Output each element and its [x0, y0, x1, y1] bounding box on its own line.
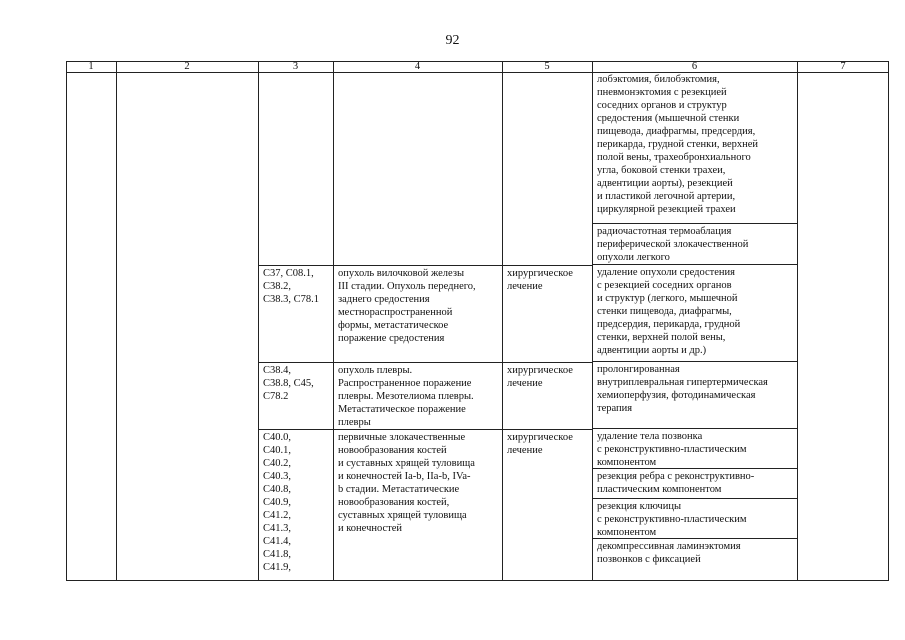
column-divider: [333, 61, 334, 581]
column-divider: [502, 61, 503, 581]
column-divider: [797, 61, 798, 581]
icd-codes-cell: C37, C08.1, C38.2, C38.3, C78.1: [263, 268, 320, 305]
row-divider: [258, 265, 592, 266]
disease-model-cell: опухоль вилочковой железы III стадии. Опухоль переднего, заднего средостения местнораспространенной формы, метастатическое поражение средостения: [338, 268, 476, 344]
disease-model-cell: опухоль плевры. Распространенное поражение плевры. Мезотелиома плевры. Метастатическое поражение плевры: [338, 365, 474, 428]
treatment-method-cell: радиочастотная термоаблация периферической злокачественной опухоли легкого: [597, 226, 749, 263]
disease-model-cell: первичные злокачественные новообразования костей и суставных хрящей туловища и конечностей Ia-b, IIa-b, IVa- b стадии. Метастатические новообразования костей, суставных хрящей туловища и конечностей: [338, 432, 475, 534]
table-frame: [66, 61, 889, 581]
column-header-5: 5: [544, 61, 550, 72]
subrow-divider: [592, 428, 797, 429]
subrow-divider: [592, 264, 797, 265]
treatment-method-cell: удаление тела позвонка с реконструктивно-пластическим компонентом: [597, 431, 747, 468]
header-row-divider: [66, 72, 889, 73]
subrow-divider: [592, 223, 797, 224]
column-header-6: 6: [691, 61, 698, 72]
column-divider: [592, 61, 593, 581]
column-header-4: 4: [414, 61, 421, 72]
icd-codes-cell: C38.4, C38.8, C45, C78.2: [263, 365, 314, 402]
page-number: 92: [445, 33, 460, 48]
subrow-divider: [592, 361, 797, 362]
column-header-1: 1: [88, 61, 94, 72]
treatment-type-cell: хирургическое лечение: [507, 432, 573, 456]
column-divider: [116, 61, 117, 581]
column-header-7: 7: [840, 61, 846, 72]
treatment-method-cell: декомпрессивная ламинэктомия позвонков с фиксацией: [597, 541, 741, 565]
column-header-2: 2: [184, 61, 190, 72]
row-divider: [258, 429, 592, 430]
treatment-method-cell: резекция ребра с реконструктивно- пластическим компонентом: [597, 471, 755, 495]
column-header-3: 3: [292, 61, 299, 72]
treatment-type-cell: хирургическое лечение: [507, 365, 573, 389]
icd-codes-cell: C40.0, C40.1, C40.2, C40.3, C40.8, C40.9, C41.2, C41.3, C41.4, C41.8, C41.9,: [263, 432, 292, 573]
treatment-method-cell: резекция ключицы с реконструктивно-пластическим компонентом: [597, 501, 747, 538]
treatment-method-cell: пролонгированная внутриплевральная гипертермическая хемиоперфузия, фотодинамическая терапия: [597, 364, 768, 414]
subrow-divider: [592, 498, 797, 499]
treatment-method-cell: лобэктомия, билобэктомия, пневмонэктомия с резекцией соседних органов и структур средостения (мышечной стенки пищевода, диафрагмы, предсердия, перикарда, грудной стенки, верхней полой вены, трахеобронхиального угла, боковой стенки трахеи, адвентиции аорты), резекцией и пластикой легочной артерии, циркулярной резекцией трахеи: [597, 74, 759, 215]
treatment-method-cell: удаление опухоли средостения с резекцией соседних органов и структур (легкого, мышечной стенки пищевода, диафрагмы, предсердия, перикарда, грудной стенки, верхней полой вены, адвентиции аорты и др.): [597, 267, 741, 356]
column-divider: [258, 61, 259, 581]
treatment-type-cell: хирургическое лечение: [507, 268, 573, 292]
row-divider: [258, 362, 592, 363]
